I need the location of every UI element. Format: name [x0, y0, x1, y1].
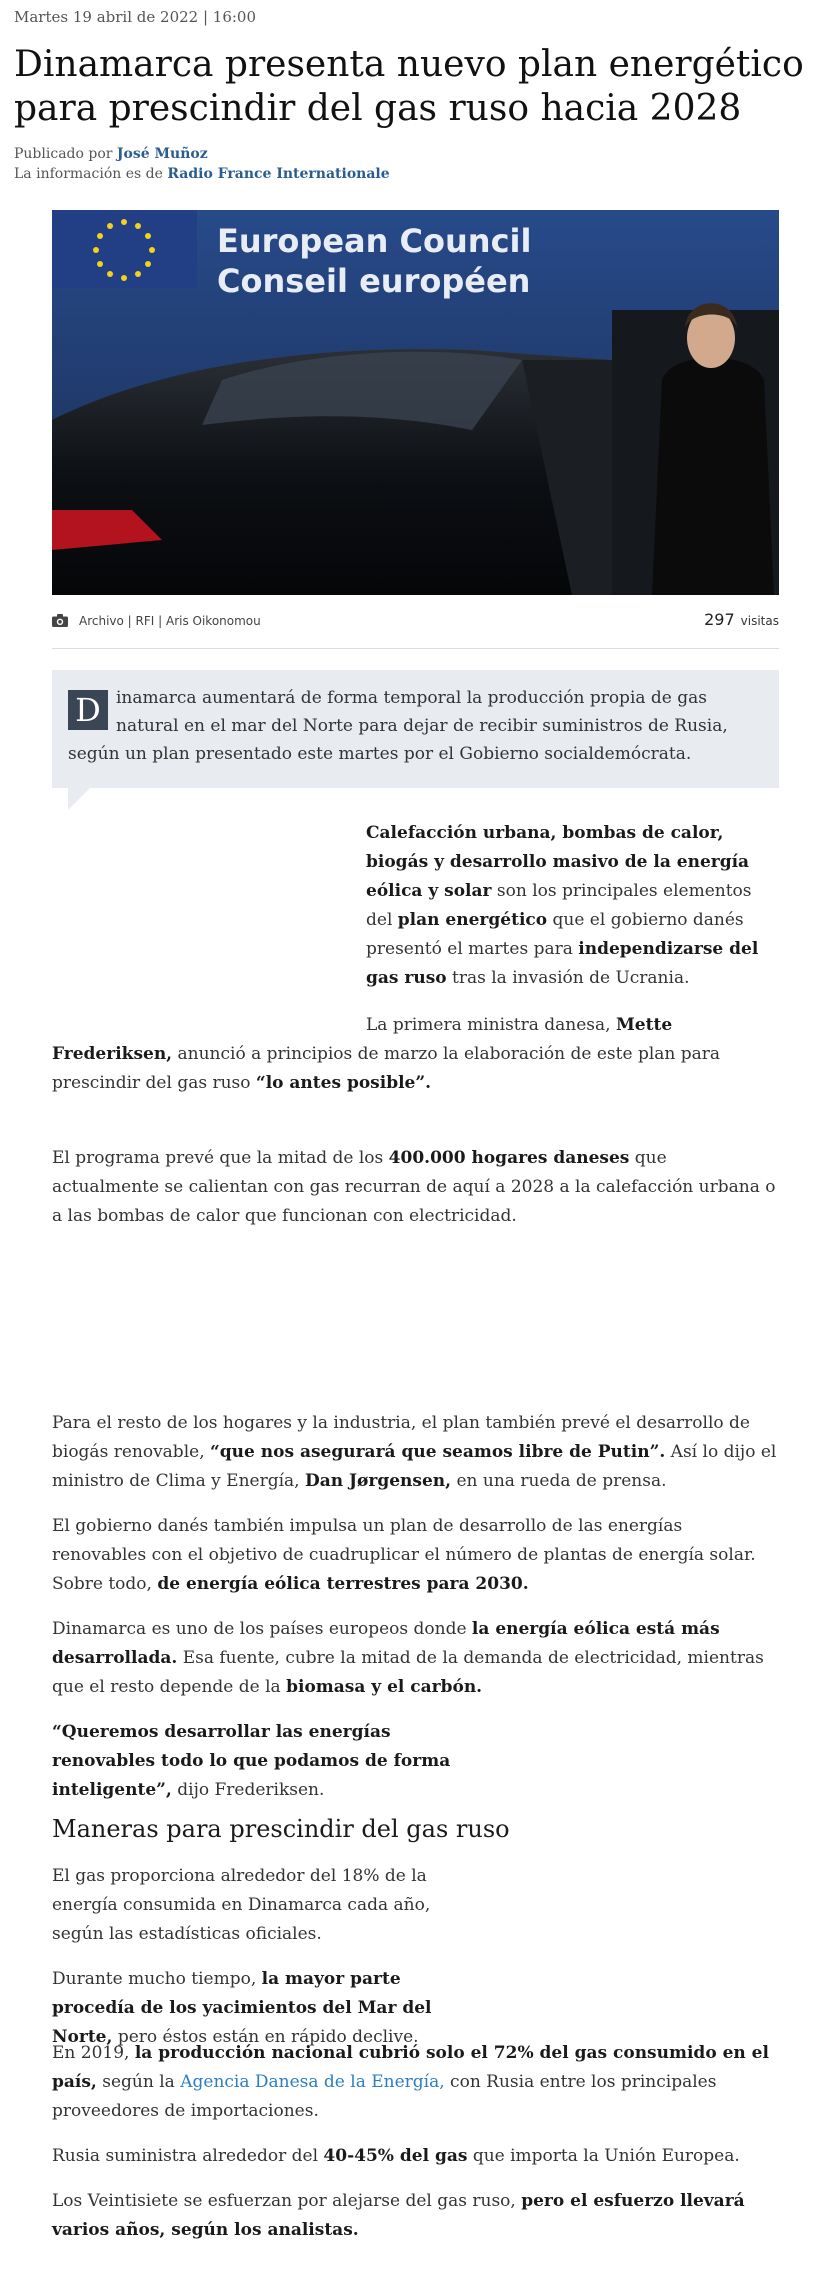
drop-cap: D: [68, 690, 108, 730]
publish-date: Martes 19 abril de 2022 | 16:00: [14, 8, 257, 26]
lead-box: [52, 670, 779, 788]
source-link[interactable]: Radio France Internationale: [167, 166, 390, 182]
published-by-label: Publicado por: [14, 146, 117, 162]
paragraph-2: La primera ministra danesa, Mette Frederiksen, anunció a principios de marzo la elaboración de este plan para prescindir del gas ruso “lo antes posible”.: [52, 1015, 721, 1093]
section-heading: Maneras para prescindir del gas ruso: [52, 1815, 510, 1843]
paragraph-6: Dinamarca es uno de los países europeos donde la energía eólica está más desarrollada. Esa fuente, cubre la mitad de la demanda de electricidad, mientras que el resto depende de la biomasa y el carbón.: [52, 1619, 764, 1697]
sign-text-en: European Council: [217, 222, 532, 260]
divider: [52, 648, 779, 649]
view-counter: [704, 610, 779, 629]
article-title: Dinamarca presenta nuevo plan energético para prescindir del gas ruso hacia 2028: [14, 44, 804, 129]
lead-box-tail: [68, 788, 90, 810]
paragraph-4: Para el resto de los hogares y la industria, el plan también prevé el desarrollo de biogás renovable, “que nos asegurará que seamos libre de Putin”. Así lo dijo el ministro de Clima y Energía, Dan Jørgensen, en una rueda de prensa.: [52, 1413, 777, 1491]
author-link[interactable]: José Muñoz: [116, 146, 208, 162]
paragraph-3: El programa prevé que la mitad de los 400.000 hogares daneses que actualmente se calientan con gas recurran de aquí a 2028 a la calefacción urbana o a las bombas de calor que funcionan con electricidad.: [52, 1148, 776, 1226]
sign-text-fr: Conseil européen: [217, 262, 531, 300]
camera-icon: [52, 612, 68, 631]
photo-credit: Archivo | RFI | Aris Oikonomou: [79, 614, 261, 628]
paragraph-1: Calefacción urbana, bombas de calor, biogás y desarrollo masivo de la energía eólica y solar son los principales elementos del plan energético que el gobierno danés presentó el martes para independizarse del gas ruso tras la invasión de Ucrania.: [366, 823, 759, 988]
paragraph-7: “Queremos desarrollar las energías renovables todo lo que podamos de forma inteligente”, dijo Frederiksen.: [52, 1722, 451, 1800]
paragraph-5: El gobierno danés también impulsa un plan de desarrollo de las energías renovables con el objetivo de cuadruplicar el número de plantas de energía solar. Sobre todo, de energía eólica terrestres para 2030.: [52, 1516, 756, 1594]
paragraph-12: Los Veintisiete se esfuerzan por alejarse del gas ruso, pero el esfuerzo llevará varios años, según los analistas.: [52, 2191, 745, 2240]
lead-text: inamarca aumentará de forma temporal la producción propia de gas natural en el mar del Norte para dejar de recibir suministros de Rusia, según un plan presentado este martes por el Gobierno socialdemócrata.: [68, 688, 728, 764]
photo-caption-row: [52, 608, 779, 634]
article-photo: [52, 210, 779, 595]
byline: [14, 144, 390, 184]
view-count: 297: [704, 610, 735, 629]
view-label: visitas: [740, 614, 779, 628]
source-label: La información es de: [14, 166, 168, 182]
paragraph-8: El gas proporciona alrededor del 18% de la energía consumida en Dinamarca cada año, según las estadísticas oficiales.: [52, 1866, 431, 1944]
paragraph-9: Durante mucho tiempo, la mayor parte procedía de los yacimientos del Mar del Norte, pero éstos están en rápido declive.: [52, 1969, 432, 2047]
paragraph-11: Rusia suministra alrededor del 40-45% del gas que importa la Unión Europea.: [52, 2146, 740, 2166]
photo-illustration: [52, 210, 779, 595]
energy-agency-link[interactable]: Agencia Danesa de la Energía,: [180, 2072, 445, 2092]
paragraph-10: En 2019, la producción nacional cubrió solo el 72% del gas consumido en el país, según la Agencia Danesa de la Energía, con Rusia entre los principales proveedores de importaciones.: [52, 2043, 769, 2121]
